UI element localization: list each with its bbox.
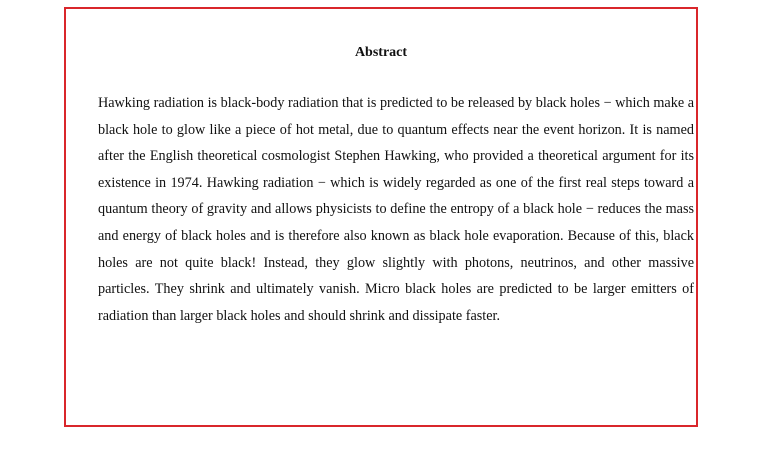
page-frame [64, 7, 698, 427]
abstract-body: Hawking radiation is black-body radiation that is predicted to be released by black holes − which make a black hole to glow like a piece of hot metal, due to quantum effects near the event horizon. It is named after the English theoretical cosmologist Stephen Hawking, who provided a theoretical argument for its existence in 1974. Hawking radiation − which is widely regarded as one of the first real steps toward a quantum theory of gravity and allows physicists to define the entropy of a black hole − reduces the mass and energy of black holes and is therefore also known as black hole evaporation. Because of this, black holes are not quite black! Instead, they glow slightly with photons, neutrinos, and other massive particles. They shrink and ultimately vanish. Micro black holes are predicted to be larger emitters of radiation than larger black holes and should shrink and dissipate faster. [98, 95, 694, 324]
abstract-title: Abstract [354, 45, 408, 60]
